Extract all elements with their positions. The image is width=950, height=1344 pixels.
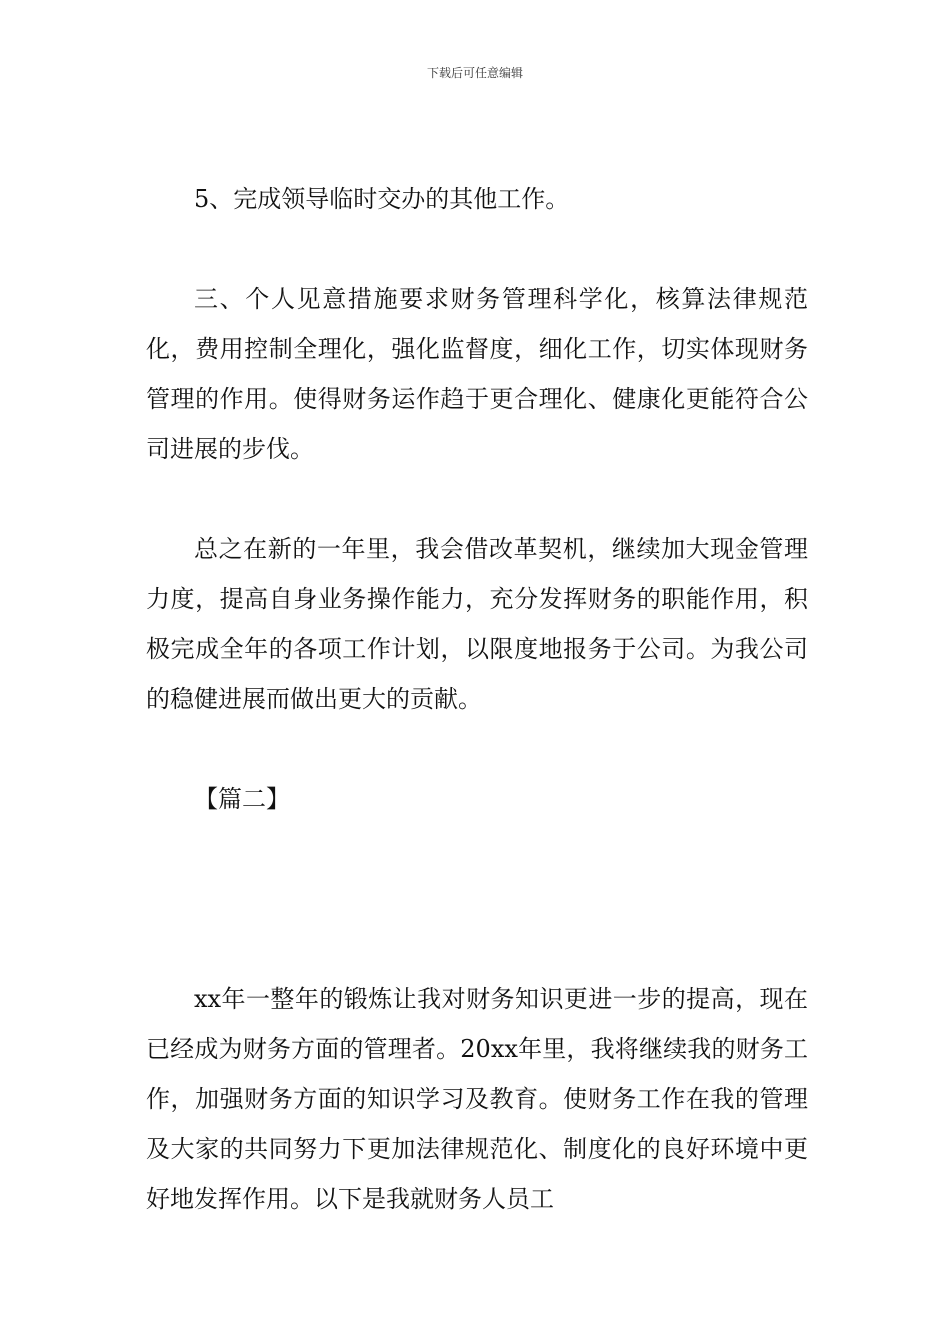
section-heading-part-two: 【篇二】 (194, 785, 290, 813)
paragraph-section-three: 三、个人见意措施要求财务管理科学化，核算法律规范化，费用控制全理化，强化监督度，细化工作，切实体现财务管理的作用。使得财务运作趋于更合理化、健康化更能符合公司进展的步伐。 (146, 285, 808, 463)
paragraph-spacer (146, 224, 808, 274)
paragraph-summary: 总之在新的一年里，我会借改革契机，继续加大现金管理力度，提高自身业务操作能力，充分发挥财务的职能作用，积极完成全年的各项工作计划，以限度地报务于公司。为我公司的稳健进展而做出更大的贡献。 (146, 535, 808, 713)
paragraph-item-5: 5、完成领导临时交办的其他工作。 (194, 185, 570, 213)
paragraph-part-two-intro: xx年一整年的锻炼让我对财务知识更进一步的提高，现在已经成为财务方面的管理者。20xx年里，我将继续我的财务工作，加强财务方面的知识学习及教育。使财务工作在我的管理及大家的共同努力下更加法律规范化、制度化的良好环境中更好地发挥作用。以下是我就财务人员工 (146, 985, 808, 1213)
document-body (146, 174, 808, 1224)
paragraph-spacer (146, 724, 808, 774)
paragraph-spacer (146, 474, 808, 524)
page-header: 下载后可任意编辑 (426, 66, 523, 80)
section-spacer (146, 824, 808, 974)
